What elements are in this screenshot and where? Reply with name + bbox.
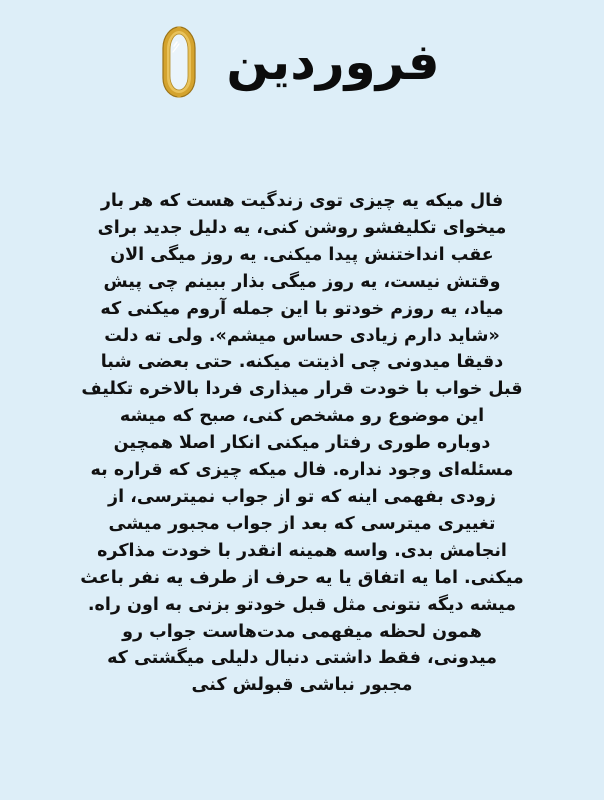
text-line: تغییری میترسی که بعد از جواب مجبور میشی <box>108 513 496 534</box>
text-line: انجامش بدی. واسه همینه انقدر با خودت مذاکره <box>97 540 507 561</box>
text-line: مجبور نباشی قبولش کنی <box>191 675 413 696</box>
text-line: وقتش نیست، یه روز میگی بذار ببینم چی پیش <box>103 271 501 292</box>
text-line: عقب انداختنش پیدا میکنی. یه روز میگی الان <box>110 244 494 265</box>
page-title: فروردین <box>226 33 440 91</box>
text-line: زودی بفهمی اینه که تو از جواب نمیترسی، از <box>108 486 496 507</box>
text-line: میدونی، فقط داشتی دنبال دلیلی میگشتی که <box>107 648 497 669</box>
fortune-text <box>58 188 546 699</box>
text-line: مسئله‌ای وجود نداره. فال میکه چیزی که قراره به <box>90 460 514 481</box>
text-line: قبل خواب با خودت قرار میذاری فردا بالاخره تکلیف <box>81 379 523 400</box>
text-line: میکنی. اما یه اتفاق یا یه حرف از طرف یه نفر باعث <box>80 567 524 588</box>
text-line: همون لحظه میفهمی مدت‌هاست جواب رو <box>122 621 482 642</box>
text-line: میاد، یه روزم خودتو با این جمله آروم میکنی که <box>100 298 504 319</box>
text-line: این موضوع رو مشخص کنی، صبح که میشه <box>119 406 485 427</box>
header <box>0 22 604 102</box>
text-line: میخوای تکلیفشو روشن کنی، یه دلیل جدید برای <box>97 217 507 238</box>
text-line: «شاید دارم زیادی حساس میشم». ولی ته دلت <box>104 325 500 346</box>
text-line: دقیقا میدونی چی اذیتت میکنه. حتی بعضی شبا <box>100 352 504 373</box>
text-line: میشه دیگه نتونی مثل قبل خودتو بزنی به اون راه. <box>87 594 517 615</box>
text-line: فال میکه یه چیزی توی زندگیت هست که هر بار <box>100 191 504 211</box>
mirror-icon <box>160 26 198 98</box>
text-line: دوباره طوری رفتار میکنی انکار اصلا همچین <box>113 433 491 454</box>
